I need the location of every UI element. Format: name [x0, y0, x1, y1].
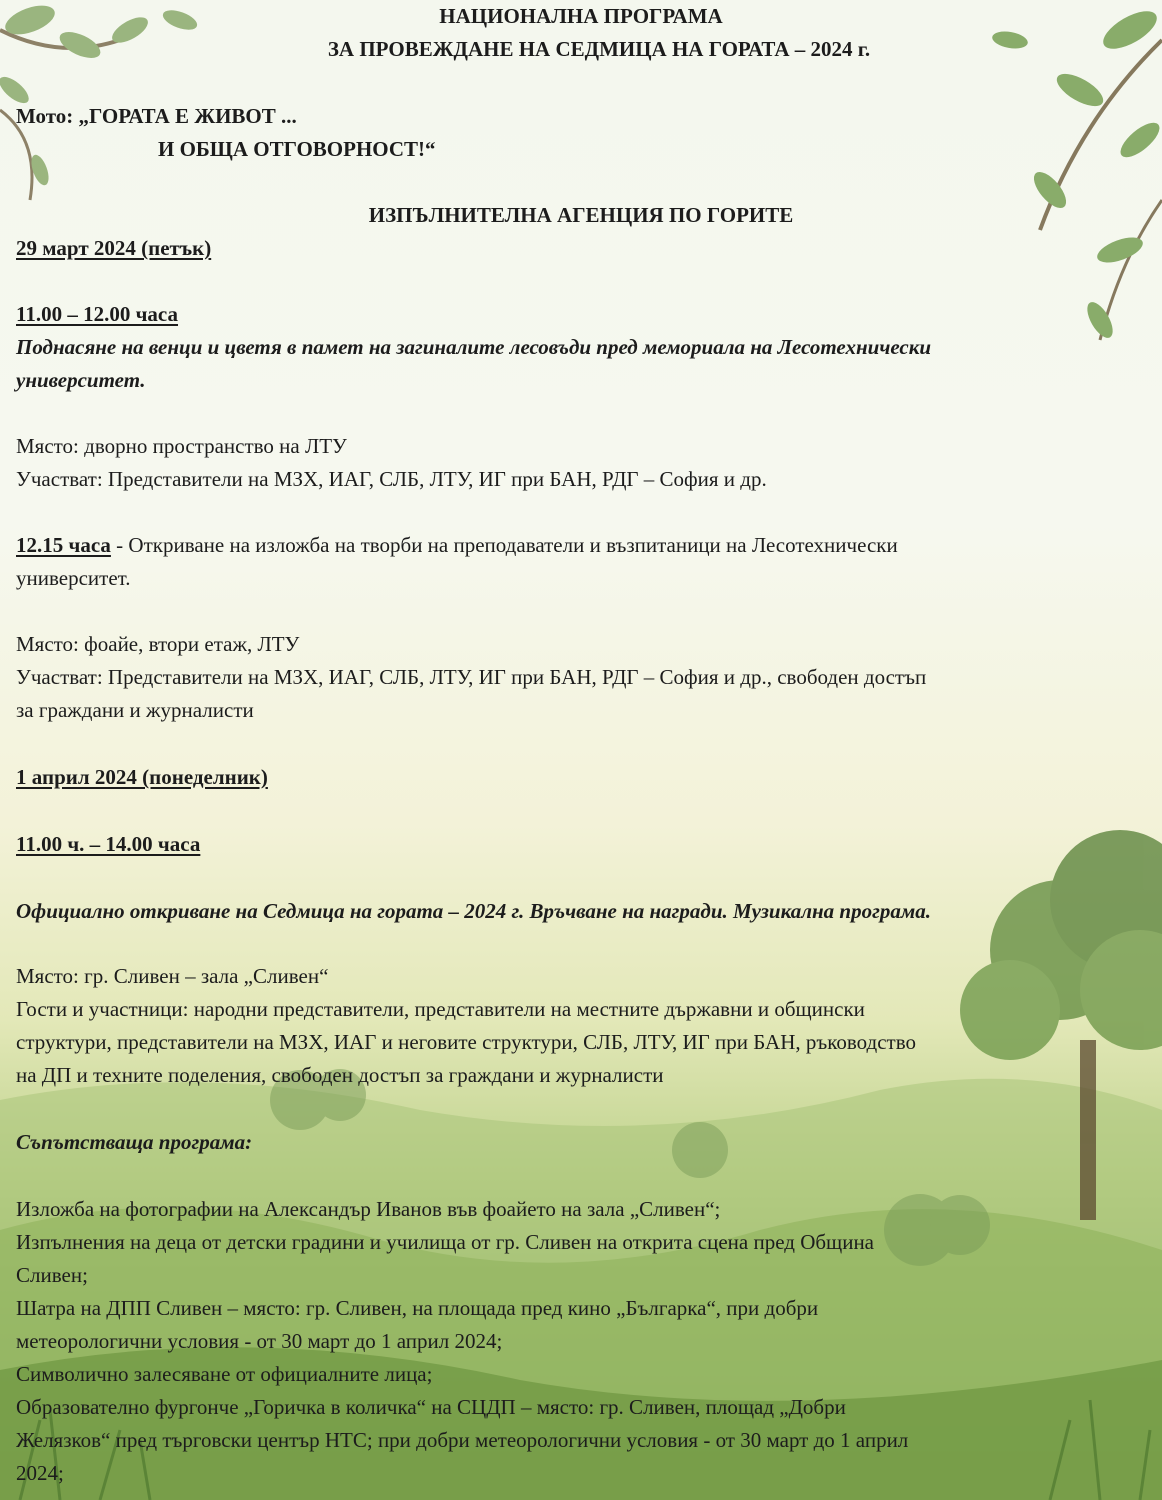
- day1-event1-title-1: Поднасяне на венци и цветя в памет на загиналите лесовъди пред мемориала на Лесотехнически: [16, 335, 932, 359]
- day1-date: 29 март 2024 (петък): [16, 236, 212, 260]
- motto-line-1: Мото: „ГОРАТА Е ЖИВОТ ...: [16, 104, 297, 128]
- day2-title: Официално откриване на Седмица на гората – 2024 г. Връчване на награди. Музикална програма.: [16, 899, 931, 923]
- side-program-item: Желязков“ пред търговски център НТС; при добри метеорологични условия - от 30 март до 1 април: [16, 1428, 909, 1452]
- title-line-1: НАЦИОНАЛНА ПРОГРАМА: [439, 4, 723, 28]
- day1-event2-time: 12.15 часа: [16, 533, 111, 557]
- side-program-item: метеорологични условия - от 30 март до 1 април 2024;: [16, 1329, 503, 1353]
- side-program-heading: Съпътстваща програма:: [16, 1130, 253, 1154]
- title-line-2: ЗА ПРОВЕЖДАНЕ НА СЕДМИЦА НА ГОРАТА – 2024 г.: [327, 37, 871, 61]
- day1-event1-time: 11.00 – 12.00 часа: [16, 302, 179, 326]
- day2-guests-3: на ДП и техните поделения, свободен достъп за граждани и журналисти: [16, 1063, 664, 1087]
- day1-event1-participants: Участват: Представители на МЗХ, ИАГ, СЛБ, ЛТУ, ИГ при БАН, РДГ – София и др.: [16, 467, 767, 491]
- side-program-item: Шатра на ДПП Сливен – място: гр. Сливен, на площада пред кино „Българка“, при добри: [16, 1296, 819, 1320]
- day1-event2-desc: - Откриване на изложба на творби на преподаватели и възпитаници на Лесотехнически: [110, 533, 898, 557]
- day2-guests-1: Гости и участници: народни представители, представители на местните държавни и общински: [16, 997, 865, 1021]
- day2-date: 1 април 2024 (понеделник): [16, 765, 268, 789]
- motto-line-2: И ОБЩА ОТГОВОРНОСТ!“: [158, 137, 436, 161]
- day2-time: 11.00 ч. – 14.00 часа: [16, 832, 201, 856]
- side-program-item: Изложба на фотографии на Александър Иванов във фоайето на зала „Сливен“;: [16, 1197, 721, 1221]
- day1-event2-line-1: [16, 529, 898, 562]
- day2-guests-2: структури, представители на МЗХ, ИАГ и неговите структури, СЛБ, ЛТУ, ИГ при БАН, ръководство: [16, 1030, 916, 1054]
- side-program-item: Символично залесяване от официалните лица;: [16, 1362, 433, 1386]
- day1-event2-participants-2: за граждани и журналисти: [16, 698, 254, 722]
- side-program-item: 2024;: [16, 1461, 64, 1485]
- day1-event2-participants-1: Участват: Представители на МЗХ, ИАГ, СЛБ, ЛТУ, ИГ при БАН, РДГ – София и др., свободен достъп: [16, 665, 927, 689]
- side-program-item: Сливен;: [16, 1263, 88, 1287]
- day1-event2-desc-2: университет.: [16, 566, 131, 590]
- day1-event1-place: Място: дворно пространство на ЛТУ: [16, 434, 347, 458]
- day2-place: Място: гр. Сливен – зала „Сливен“: [16, 964, 329, 988]
- day1-event2-place: Място: фоайе, втори етаж, ЛТУ: [16, 632, 300, 656]
- agency-heading: ИЗПЪЛНИТЕЛНА АГЕНЦИЯ ПО ГОРИТЕ: [368, 203, 794, 227]
- side-program-item: Образователно фургонче „Горичка в количка“ на СЦДП – място: гр. Сливен, площад „Добри: [16, 1395, 846, 1419]
- side-program-item: Изпълнения на деца от детски градини и училища от гр. Сливен на открита сцена пред Община: [16, 1230, 875, 1254]
- day1-event1-title-2: университет.: [16, 368, 146, 392]
